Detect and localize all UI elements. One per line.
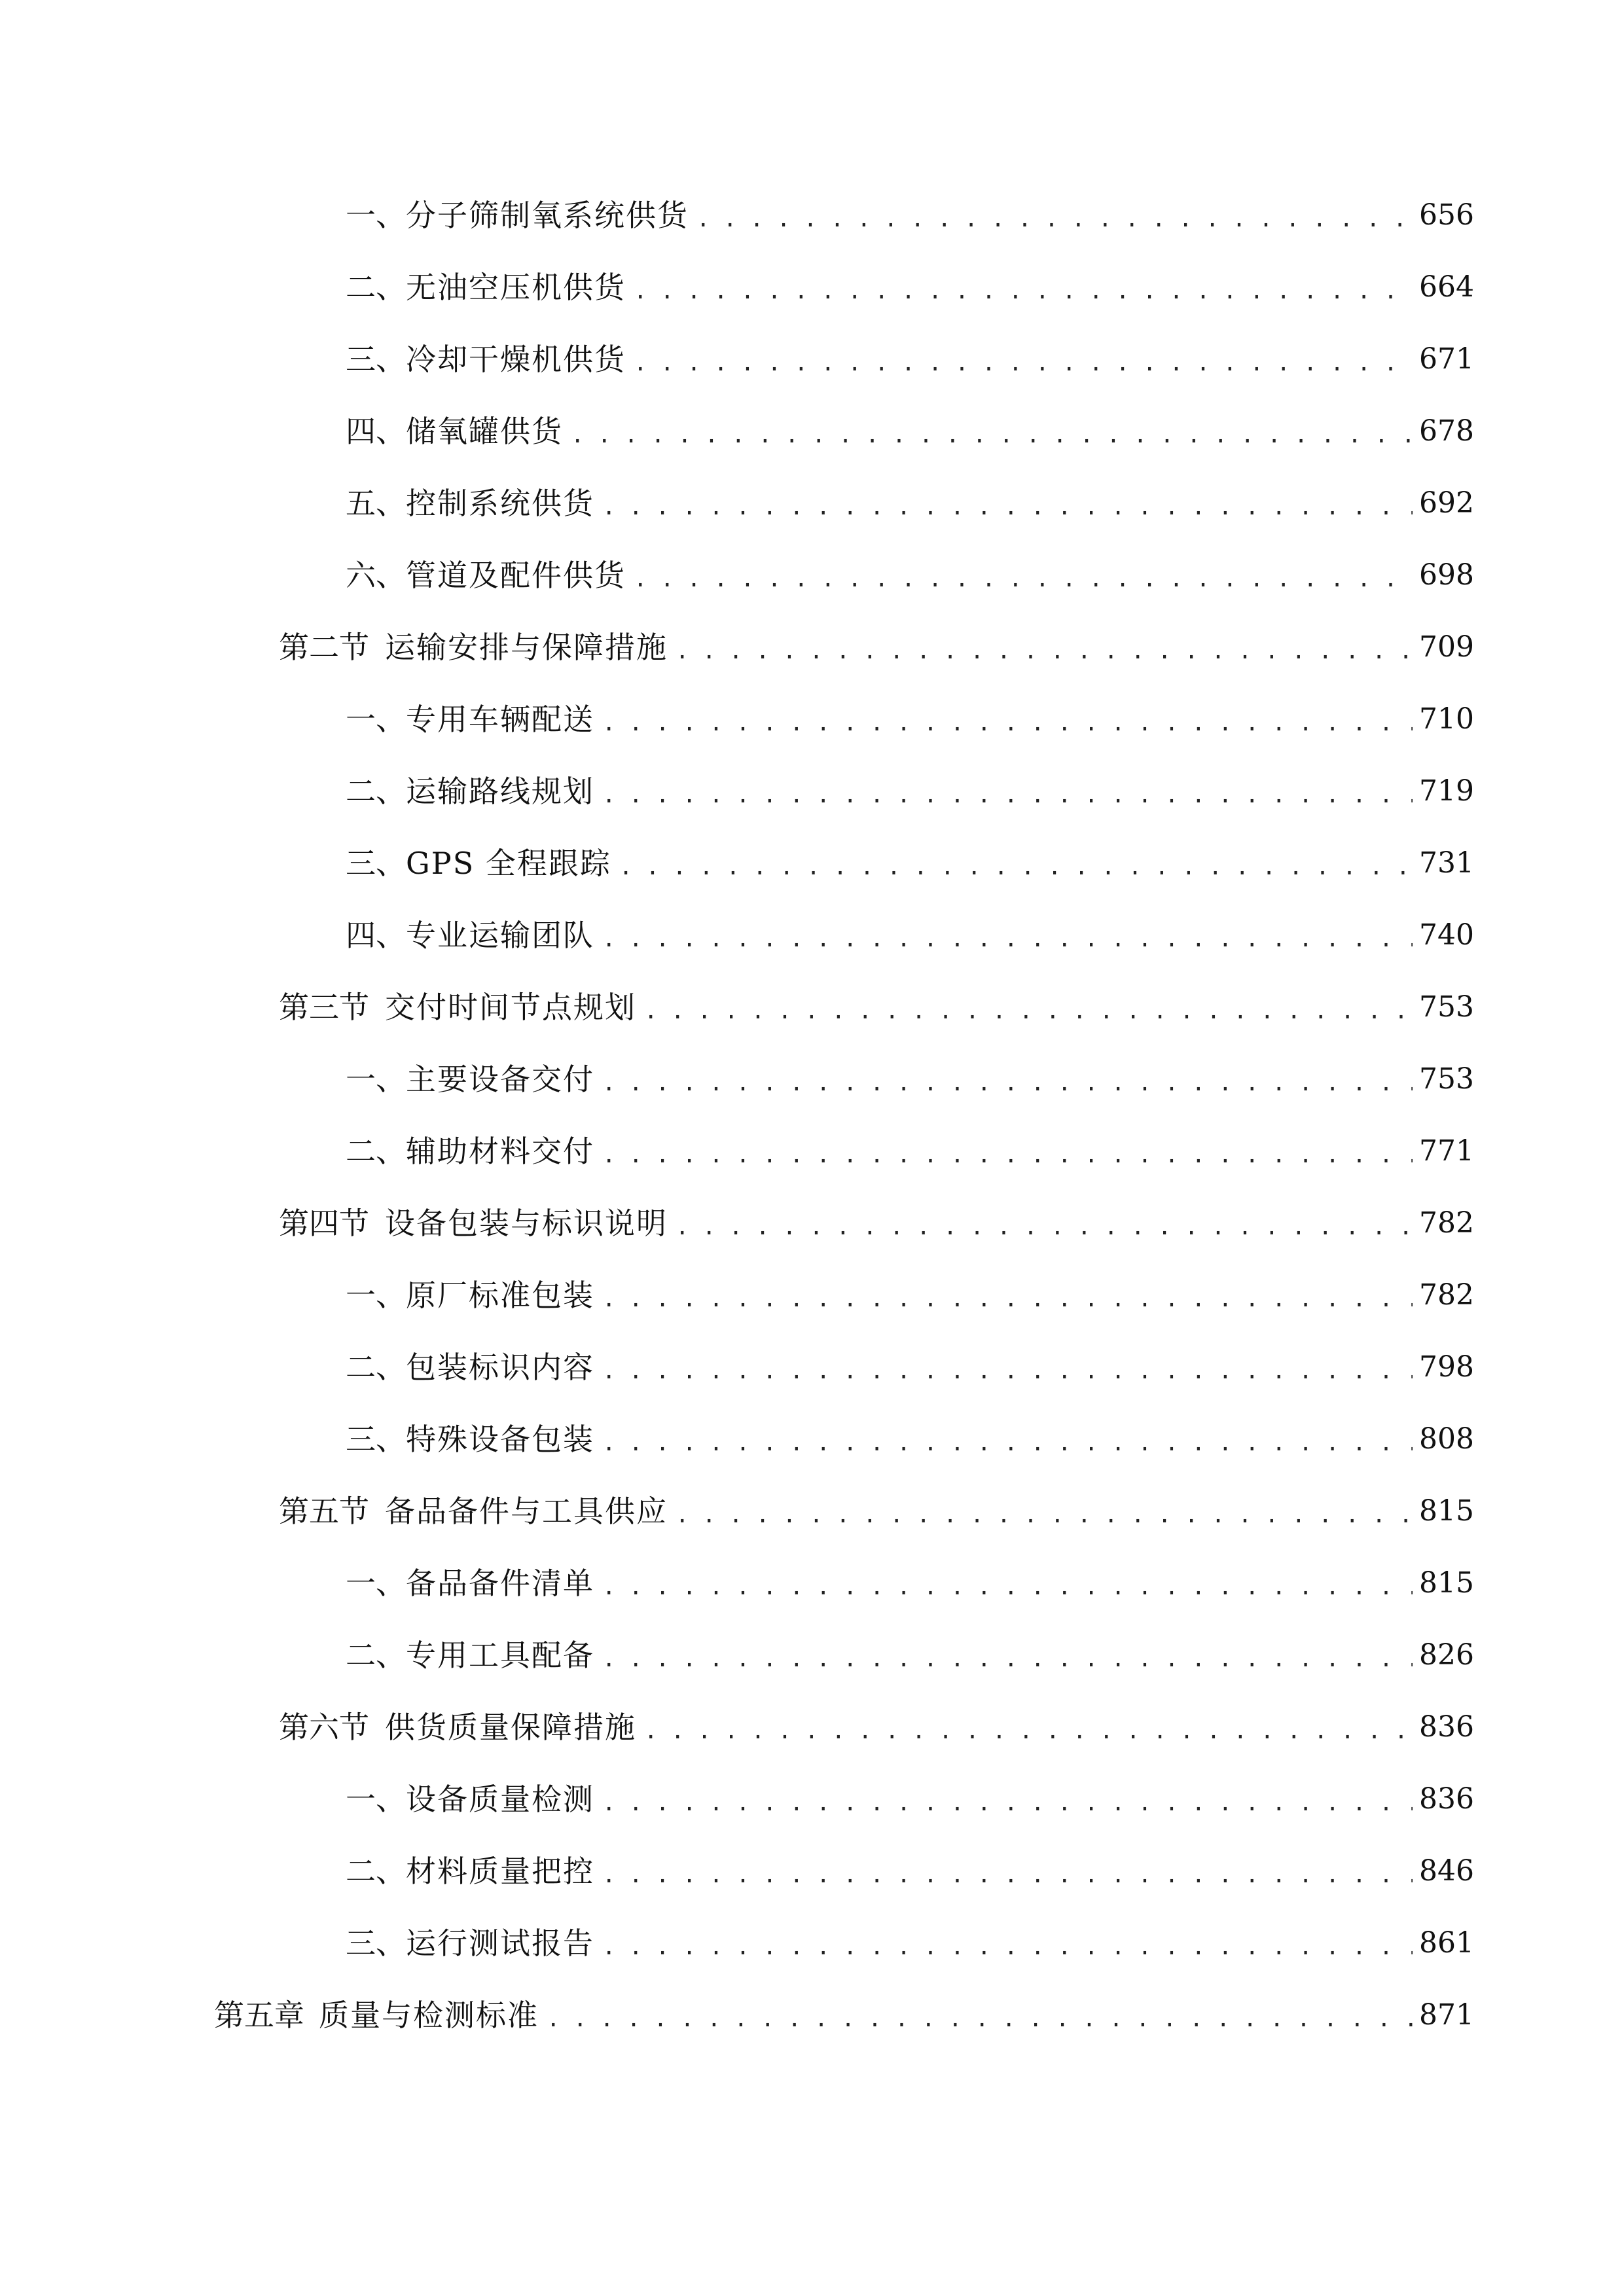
toc-entry[interactable] (0, 899, 1624, 971)
toc-entry-page: 664 (1419, 270, 1474, 304)
toc-entry-page: 753 (1419, 1062, 1474, 1096)
toc-section[interactable] (0, 611, 1624, 683)
toc-entry[interactable] (0, 827, 1624, 899)
dot-leader (644, 1720, 1413, 1742)
toc-entry[interactable] (0, 755, 1624, 827)
toc-entry[interactable] (0, 323, 1624, 395)
toc-entry-page: 846 (1419, 1854, 1474, 1888)
dot-leader (602, 1648, 1413, 1670)
toc-entry-title: 运行测试报告 (406, 1926, 594, 1961)
toc-entry-title: 特殊设备包装 (406, 1422, 594, 1457)
toc-entry[interactable] (0, 539, 1624, 611)
toc-section-page: 782 (1419, 1206, 1474, 1240)
toc-entry-title: 分子筛制氧系统供货 (406, 198, 689, 233)
dot-leader (602, 1792, 1413, 1814)
dot-leader (602, 784, 1413, 806)
toc-chapter-number: 第五章 (214, 1998, 304, 2033)
dot-leader (676, 640, 1413, 662)
toc-entry-number: 一、 (346, 702, 406, 737)
dot-leader (602, 1072, 1413, 1094)
toc-entry-number: 一、 (346, 1566, 406, 1601)
dot-leader (696, 208, 1413, 230)
toc-section-number: 第五节 (279, 1494, 369, 1529)
toc-entry-title: 专业运输团队 (406, 918, 594, 953)
toc-entry-page: 710 (1419, 702, 1474, 736)
dot-leader (602, 1288, 1413, 1310)
dot-leader (602, 712, 1413, 734)
toc-section-title: 设备包装与标识说明 (385, 1206, 668, 1241)
toc-section[interactable] (0, 971, 1624, 1043)
toc-section-page: 753 (1419, 990, 1474, 1024)
toc-entry[interactable] (0, 395, 1624, 467)
toc-entry-page: 740 (1419, 918, 1474, 952)
toc-entry-title: 专用车辆配送 (406, 702, 594, 737)
toc-entry[interactable] (0, 1763, 1624, 1835)
toc-entry-page: 808 (1419, 1422, 1474, 1456)
toc-entry-number: 一、 (346, 1062, 406, 1097)
toc-chapter-title: 质量与检测标准 (319, 1998, 539, 2033)
toc-entry-page: 692 (1419, 486, 1474, 520)
toc-entry[interactable] (0, 1331, 1624, 1403)
toc-entry-page: 656 (1419, 198, 1474, 232)
toc-entry-title: 材料质量把控 (406, 1854, 594, 1889)
toc-entry-title: GPS 全程跟踪 (406, 846, 611, 881)
toc-entry[interactable] (0, 1043, 1624, 1115)
toc-entry-title: 主要设备交付 (406, 1062, 594, 1097)
toc-entry[interactable] (0, 251, 1624, 323)
dot-leader (602, 1936, 1413, 1958)
toc-entry-title: 专用工具配备 (406, 1638, 594, 1673)
toc-entry[interactable] (0, 1403, 1624, 1475)
dot-leader (602, 1144, 1413, 1166)
toc-entry[interactable] (0, 1259, 1624, 1331)
toc-entry-title: 备品备件清单 (406, 1566, 594, 1601)
toc-section-title: 交付时间节点规划 (385, 990, 636, 1025)
table-of-contents (0, 179, 1624, 2051)
toc-entry-page: 861 (1419, 1926, 1474, 1960)
toc-entry-number: 二、 (346, 1854, 406, 1889)
toc-section[interactable] (0, 1691, 1624, 1763)
toc-entry[interactable] (0, 1547, 1624, 1619)
dot-leader (602, 1360, 1413, 1382)
toc-entry-number: 三、 (346, 1926, 406, 1961)
toc-entry[interactable] (0, 683, 1624, 755)
toc-entry-title: 辅助材料交付 (406, 1134, 594, 1169)
dot-leader (571, 424, 1413, 446)
toc-entry-page: 771 (1419, 1134, 1474, 1168)
toc-section-number: 第二节 (279, 630, 369, 665)
toc-entry-title: 无油空压机供货 (406, 270, 626, 305)
toc-section[interactable] (0, 1475, 1624, 1547)
toc-entry[interactable] (0, 1835, 1624, 1907)
dot-leader (602, 1576, 1413, 1598)
toc-entry-page: 782 (1419, 1278, 1474, 1312)
dot-leader (602, 496, 1413, 518)
toc-entry-number: 六、 (346, 558, 406, 593)
toc-section-page: 709 (1419, 630, 1474, 664)
toc-section-number: 第三节 (279, 990, 369, 1025)
toc-entry-number: 一、 (346, 1782, 406, 1817)
dot-leader (676, 1216, 1413, 1238)
toc-chapter-page: 871 (1419, 1998, 1474, 2032)
toc-entry-page: 678 (1419, 414, 1474, 448)
toc-entry[interactable] (0, 467, 1624, 539)
dot-leader (644, 1000, 1413, 1022)
toc-entry-page: 826 (1419, 1638, 1474, 1672)
toc-chapter[interactable] (0, 1979, 1624, 2051)
toc-entry-number: 五、 (346, 486, 406, 521)
toc-entry-number: 一、 (346, 1278, 406, 1313)
toc-entry[interactable] (0, 1115, 1624, 1187)
toc-entry-number: 三、 (346, 846, 406, 881)
toc-entry[interactable] (0, 1619, 1624, 1691)
toc-entry[interactable] (0, 179, 1624, 251)
toc-entry[interactable] (0, 1907, 1624, 1979)
toc-entry-number: 三、 (346, 342, 406, 377)
dot-leader (676, 1504, 1413, 1526)
toc-entry-page: 698 (1419, 558, 1474, 592)
toc-entry-title: 设备质量检测 (406, 1782, 594, 1817)
toc-section-page: 815 (1419, 1494, 1474, 1528)
toc-entry-number: 一、 (346, 198, 406, 233)
toc-entry-number: 三、 (346, 1422, 406, 1457)
toc-entry-title: 冷却干燥机供货 (406, 342, 626, 377)
toc-section-title: 供货质量保障措施 (385, 1710, 636, 1745)
dot-leader (547, 2008, 1413, 2030)
dot-leader (634, 352, 1413, 374)
toc-section-page: 836 (1419, 1710, 1474, 1744)
toc-entry-page: 719 (1419, 774, 1474, 808)
toc-entry-title: 控制系统供货 (406, 486, 594, 521)
toc-entry-page: 731 (1419, 846, 1474, 880)
toc-entry-number: 四、 (346, 918, 406, 953)
toc-entry-page: 815 (1419, 1566, 1474, 1600)
toc-section-title: 备品备件与工具供应 (385, 1494, 668, 1529)
toc-entry-title: 运输路线规划 (406, 774, 594, 809)
toc-entry-number: 二、 (346, 1134, 406, 1169)
toc-entry-title: 原厂标准包装 (406, 1278, 594, 1313)
toc-entry-number: 二、 (346, 270, 406, 305)
dot-leader (634, 568, 1413, 590)
toc-entry-page: 836 (1419, 1782, 1474, 1816)
dot-leader (602, 928, 1413, 950)
toc-entry-title: 管道及配件供货 (406, 558, 626, 593)
toc-entry-number: 二、 (346, 1638, 406, 1673)
toc-entry-page: 671 (1419, 342, 1474, 376)
toc-section-number: 第四节 (279, 1206, 369, 1241)
toc-entry-title: 包装标识内容 (406, 1350, 594, 1385)
dot-leader (602, 1864, 1413, 1886)
toc-entry-number: 四、 (346, 414, 406, 449)
toc-section[interactable] (0, 1187, 1624, 1259)
toc-section-number: 第六节 (279, 1710, 369, 1745)
dot-leader (602, 1432, 1413, 1454)
toc-entry-title: 储氧罐供货 (406, 414, 563, 449)
dot-leader (634, 280, 1413, 302)
dot-leader (619, 856, 1413, 878)
toc-section-title: 运输安排与保障措施 (385, 630, 668, 665)
toc-entry-number: 二、 (346, 774, 406, 809)
toc-entry-number: 二、 (346, 1350, 406, 1385)
toc-entry-page: 798 (1419, 1350, 1474, 1384)
